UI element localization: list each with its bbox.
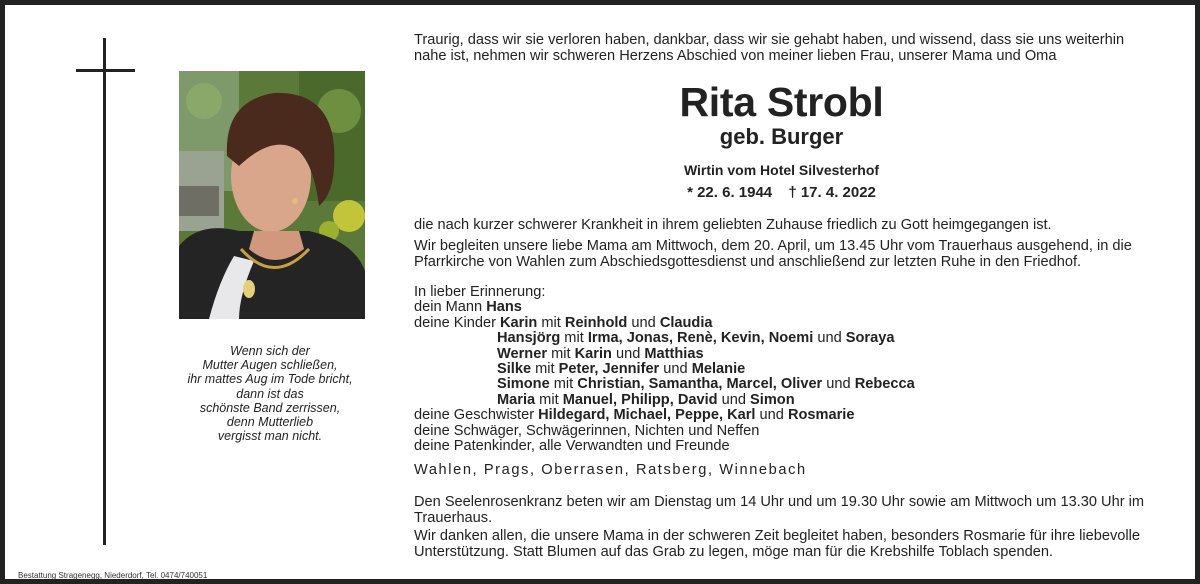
children-line <box>414 316 915 331</box>
husband-prefix: dein Mann <box>414 299 487 316</box>
connector: mit <box>531 361 559 378</box>
child-name: Hansjörg <box>497 330 561 347</box>
poem-line: vergisst man nicht. <box>217 429 323 444</box>
memory-list <box>414 285 915 454</box>
inlaws-line: deine Schwäger, Schwägerinnen, Nichten und Neffen <box>414 422 760 439</box>
connector: mit <box>547 345 575 362</box>
connector: und <box>755 407 788 424</box>
children-line <box>414 347 915 362</box>
husband-line <box>414 300 915 315</box>
connector: mit <box>535 391 563 408</box>
maiden-name: geb. Burger <box>719 124 844 149</box>
siblings-line <box>414 408 915 423</box>
places-line <box>414 463 807 478</box>
sibling-names: Hildegard, Michael, Peppe, Karl <box>538 407 756 424</box>
connector: und <box>717 391 751 408</box>
poem-line: dann ist das <box>236 386 304 401</box>
child-name: Maria <box>497 391 536 408</box>
thanks-text <box>414 528 1140 561</box>
siblings-prefix: deine Geschwister <box>414 407 539 424</box>
sibling-last: Rosmarie <box>787 407 855 424</box>
connector: und <box>659 361 692 378</box>
child-partner: Irma, Jonas, Renè, Kevin, Noemi <box>587 330 814 347</box>
godchildren-line: deine Patenkinder, alle Verwandten und Freunde <box>414 438 730 455</box>
connector: mit <box>549 376 578 393</box>
cross-icon-bar <box>76 69 135 72</box>
children-line <box>414 393 915 408</box>
connector: und <box>627 314 660 331</box>
portrait-photo <box>179 71 365 319</box>
funeral-text <box>414 238 1132 271</box>
child-name: Simone <box>497 376 550 393</box>
children-line <box>414 331 915 346</box>
intro-line: nahe ist, nehmen wir schweren Herzens Abschied von meiner lieben Frau, unserer Mama und Oma <box>414 48 1057 65</box>
passing-line: die nach kurzer schwerer Krankheit in ihrem geliebten Zuhause friedlich zu Gott heimgegangen ist. <box>414 217 1052 233</box>
grandchild: Rebecca <box>854 376 915 393</box>
child-partner: Christian, Samantha, Marcel, Oliver <box>577 376 823 393</box>
poem-line: denn Mutterlieb <box>226 415 314 430</box>
funeral-line: Wir begleiten unsere liebe Mama am Mittwoch, dem 20. April, um 13.45 Uhr vom Trauerhaus ausgehend, in die <box>414 238 1132 254</box>
connector: und <box>611 345 645 362</box>
child-name: Werner <box>497 345 548 362</box>
grandchild: Claudia <box>659 314 713 331</box>
intro-line: Traurig, dass wir sie verloren haben, dankbar, dass wir sie gehabt haben, und wissend, dass sie uns weiterhin <box>414 32 1125 48</box>
funeral-line: Pfarrkirche von Wahlen zum Abschiedsgottesdienst und anschließend zur letzten Ruhe in den Friedhof. <box>414 254 1082 271</box>
memory-heading: In lieber Erinnerung: <box>414 284 546 300</box>
funeral-home-credit: Bestattung Stragenegg, Niederdorf, Tel. 0474/740051 <box>18 571 208 580</box>
child-name: Karin <box>500 314 538 331</box>
rosary-line: Trauerhaus. <box>414 510 493 527</box>
life-dates <box>414 184 1149 201</box>
child-partner: Peter, Jennifer <box>558 361 660 378</box>
intro-text <box>414 32 1134 65</box>
connector: mit <box>560 330 588 347</box>
child-partner: Manuel, Philipp, David <box>562 391 718 408</box>
grandchild: Simon <box>750 391 795 408</box>
poem-line: ihr mattes Aug im Tode bricht, <box>187 372 353 387</box>
children-line <box>414 377 915 392</box>
connector: mit <box>537 314 565 331</box>
grandchild: Melanie <box>691 361 746 378</box>
rosary-text <box>414 494 1144 527</box>
poem-line: Wenn sich der <box>230 344 310 358</box>
rosary-line: Den Seelenrosenkranz beten wir am Dienstag um 14 Uhr und um 19.30 Uhr sowie am Mittwoch um 13.30 Uhr im <box>414 494 1145 510</box>
child-partner: Karin <box>574 345 612 362</box>
thanks-line: Unterstützung. Statt Blumen auf das Grab zu legen, möge man für die Krebshilfe Toblach spenden. <box>414 544 1053 561</box>
cross-icon <box>103 38 106 545</box>
child-name: Silke <box>497 361 532 378</box>
connector: und <box>822 376 855 393</box>
connector: und <box>813 330 846 347</box>
deceased-name: Rita Strobl <box>679 79 884 125</box>
children-line <box>414 362 915 377</box>
grandchild: Matthias <box>644 345 704 362</box>
poem-line: schönste Band zerrissen, <box>199 400 341 415</box>
children-prefix: deine Kinder <box>414 314 501 331</box>
child-partner: Reinhold <box>564 314 628 331</box>
poem-line: Mutter Augen schließen, <box>202 358 338 373</box>
birth-date: * 22. 6. 1944 <box>687 184 773 201</box>
places: Wahlen, Prags, Oberrasen, Ratsberg, Winnebach <box>414 462 807 478</box>
death-date: † 17. 4. 2022 <box>788 184 876 201</box>
passing-text <box>414 218 1052 233</box>
grandchild: Soraya <box>845 330 895 347</box>
thanks-line: Wir danken allen, die unsere Mama in der schweren Zeit begleitet haben, besonders Rosmarie für ihre liebevolle <box>414 528 1141 544</box>
husband-name: Hans <box>486 299 522 316</box>
deceased-role: Wirtin vom Hotel Silvesterhof <box>683 162 880 178</box>
poem <box>170 344 370 443</box>
